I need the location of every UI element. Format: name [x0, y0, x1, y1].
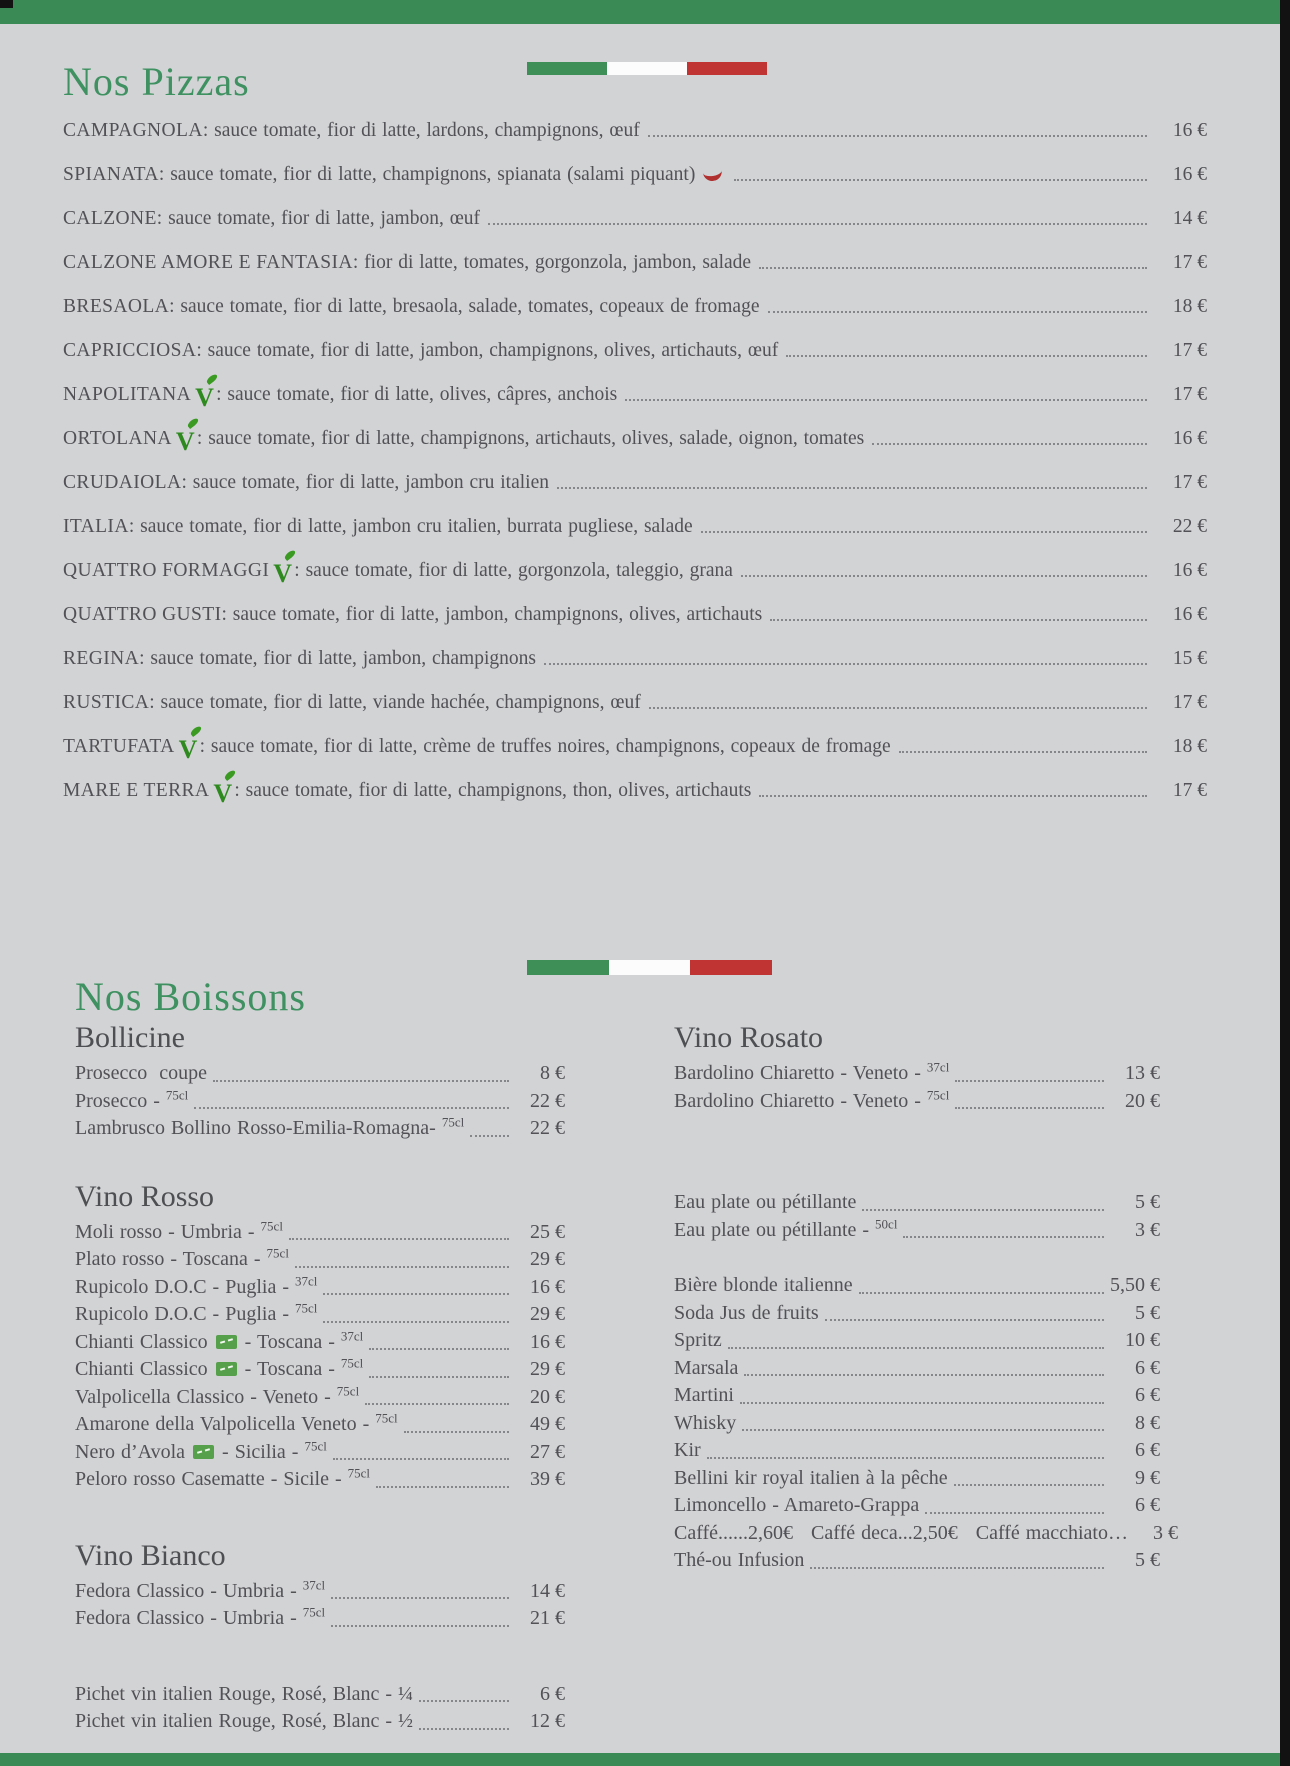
vegetarian-leaf-icon — [195, 382, 215, 412]
drink-label: Whisky — [674, 1411, 737, 1434]
drink-price: 8 € — [540, 1062, 565, 1084]
dotted-leader — [768, 311, 1148, 313]
drink-label: Prosecco - $^{75cl}$ — [75, 1086, 189, 1112]
size-superscript: 75cl — [302, 1604, 326, 1620]
drink-price: 49 € — [530, 1413, 565, 1435]
dotted-leader — [419, 1700, 509, 1702]
dotted-leader — [872, 443, 1147, 445]
pizza-name: CAMPAGNOLA — [63, 120, 203, 141]
drinks-column-left — [75, 1022, 565, 1736]
drink-row — [75, 1466, 565, 1494]
drink-price: 25 € — [530, 1220, 565, 1243]
dotted-leader — [742, 1429, 1104, 1431]
drink-label: Plato rosso - Toscana - $^{75cl}$ — [75, 1245, 289, 1270]
size-superscript: 37cl — [926, 1059, 950, 1075]
subsection-heading: Vino Rosso — [75, 1179, 215, 1213]
pizza-row — [63, 162, 1207, 188]
subsection-heading: Vino Bianco — [75, 1538, 226, 1572]
pizza-name: QUATTRO GUSTI — [63, 604, 222, 625]
pizzas-title: Nos Pizzas — [63, 59, 250, 104]
drink-price: 5,50 € — [1110, 1274, 1160, 1296]
drink-price: 3 € — [1135, 1218, 1160, 1241]
drink-label: Fedora Classico - Umbria - $^{75cl}$ — [75, 1604, 326, 1629]
drink-price: 6 € — [540, 1682, 565, 1705]
pizza-price: 22 € — [1172, 516, 1207, 537]
drink-row — [674, 1272, 1160, 1300]
dotted-leader — [728, 1347, 1104, 1349]
pizza-description: : sauce tomate, fior di latte, olives, câpres, anchois — [216, 384, 618, 405]
dotted-leader — [954, 1484, 1104, 1486]
dotted-leader — [925, 1512, 1104, 1514]
drink-price: 5 € — [1135, 1301, 1160, 1324]
drink-price: 6 € — [1135, 1384, 1160, 1406]
drink-label: Pichet vin italien Rouge, Rosé, Blanc - ½ — [75, 1710, 414, 1732]
drink-label: Lambrusco Bollino Rosso-Emilia-Romagna- $^{75cl}$ — [75, 1114, 465, 1139]
drink-row — [674, 1520, 1178, 1548]
drink-label: Bardolino Chiaretto - Veneto - $^{75cl}$ — [674, 1086, 950, 1112]
pizza-row — [63, 778, 1207, 808]
drink-price: 27 € — [530, 1440, 565, 1463]
organic-badge-icon — [216, 1362, 237, 1376]
drink-row — [75, 1384, 565, 1412]
dotted-leader — [759, 267, 1147, 269]
dotted-leader — [744, 1374, 1104, 1376]
size-superscript: 37cl — [302, 1576, 326, 1592]
drink-row — [674, 1060, 1160, 1088]
size-superscript: 75cl — [336, 1382, 360, 1398]
drinks-subsection-vino-rosso — [75, 1181, 565, 1494]
pizza-row — [63, 426, 1207, 456]
dotted-leader — [369, 1376, 509, 1378]
drink-label: Chianti Classico - Toscana - $^{37cl}$ — [75, 1327, 364, 1353]
pizza-name: CALZONE AMORE E FANTASIA — [63, 252, 353, 273]
drink-price: 5 € — [1135, 1191, 1160, 1213]
drink-row — [75, 1088, 565, 1116]
drink-price: 10 € — [1125, 1329, 1160, 1351]
pizza-row — [63, 206, 1207, 232]
vegetarian-leaf-icon — [273, 558, 293, 588]
pizza-price: 16 € — [1172, 164, 1207, 185]
vegetarian-v-glyph: V — [175, 427, 195, 456]
dotted-leader — [557, 487, 1147, 489]
size-superscript: 37cl — [295, 1272, 318, 1288]
drink-row — [674, 1410, 1160, 1438]
drink-price: 39 € — [530, 1468, 565, 1490]
italian-flag-divider — [527, 960, 772, 975]
pizza-row — [63, 470, 1207, 496]
drink-label: Thé-ou Infusion — [674, 1549, 805, 1571]
dotted-leader — [331, 1597, 509, 1599]
pizza-name: SPIANATA — [63, 164, 159, 185]
flag-red-segment — [690, 960, 772, 975]
vegetarian-v-glyph: V — [178, 735, 198, 764]
vegetarian-leaf-icon — [178, 734, 199, 764]
size-superscript: 75cl — [347, 1465, 371, 1481]
drink-label: Eau plate ou pétillante - $^{50cl}$ — [674, 1215, 898, 1241]
drinks-section — [0, 974, 1290, 1736]
drink-row — [75, 1115, 565, 1143]
drink-price: 22 € — [530, 1117, 565, 1139]
vegetarian-v-glyph: V — [195, 383, 214, 412]
vegetarian-leaf-icon — [175, 426, 196, 456]
pizza-name: NAPOLITANA — [63, 384, 192, 405]
drink-label: Prosecco coupe — [75, 1062, 207, 1084]
pizza-name: CRUDAIOLA — [63, 472, 182, 493]
pizza-price: 16 € — [1172, 604, 1207, 625]
vegetarian-v-glyph: V — [213, 779, 233, 808]
pizza-description: : sauce tomate, fior di latte, jambon, champignons, olives, artichauts, œuf — [196, 340, 779, 361]
dotted-leader — [488, 223, 1147, 225]
drink-price: 5 € — [1135, 1549, 1160, 1571]
drinks-subsection-autres — [674, 1272, 1178, 1575]
subsection-heading: Vino Rosato — [674, 1021, 824, 1054]
drink-row — [674, 1300, 1160, 1328]
drink-label: Bière blonde italienne — [674, 1274, 853, 1296]
drink-price: 20 € — [530, 1385, 565, 1408]
pizza-description: : sauce tomate, fior di latte, jambon, œuf — [156, 208, 481, 229]
dotted-leader — [470, 1135, 509, 1137]
pizza-description: : sauce tomate, fior di latte, jambon cru italien — [181, 472, 549, 493]
organic-badge-icon — [193, 1445, 214, 1459]
drink-price: 12 € — [530, 1710, 565, 1732]
dotted-leader — [419, 1728, 509, 1730]
drinks-subsection-eaux — [674, 1189, 1160, 1244]
pizza-name: CAPRICCIOSA — [63, 340, 197, 361]
dotted-leader — [759, 795, 1147, 797]
drink-price: 22 € — [530, 1089, 565, 1112]
drink-row — [75, 1329, 565, 1357]
drink-label: Moli rosso - Umbria - $^{75cl}$ — [75, 1217, 283, 1243]
pizza-row — [63, 690, 1207, 716]
drink-price: 6 € — [1135, 1356, 1160, 1379]
pizza-description: : fior di latte, tomates, gorgonzola, jambon, salade — [352, 252, 752, 273]
subsection-heading: Bollicine — [75, 1021, 185, 1054]
dotted-leader — [649, 707, 1147, 709]
pizza-price: 18 € — [1172, 296, 1207, 317]
drink-row — [75, 1578, 565, 1606]
drink-row — [75, 1246, 565, 1274]
pizzas-section — [0, 0, 1290, 808]
drink-row — [75, 1411, 565, 1439]
italian-flag-divider — [527, 62, 767, 75]
pizza-description: : sauce tomate, fior di latte, crème de truffes noires, champignons, copeaux de fromage — [199, 736, 891, 757]
size-superscript: 75cl — [260, 1217, 283, 1233]
dotted-leader — [810, 1567, 1104, 1569]
drink-row — [674, 1189, 1160, 1217]
flag-red-segment — [687, 62, 767, 75]
size-superscript: 75cl — [304, 1437, 327, 1453]
drinks-columns — [75, 1021, 1178, 1736]
drinks-subsection-vino-bianco — [75, 1540, 565, 1633]
drink-label: Pichet vin italien Rouge, Rosé, Blanc - ¼ — [75, 1682, 414, 1705]
pizza-row — [63, 558, 1207, 588]
drink-row — [75, 1274, 565, 1302]
pizza-row — [63, 382, 1207, 412]
dotted-leader — [707, 1457, 1104, 1459]
drink-label: Chianti Classico - Toscana - $^{75cl}$ — [75, 1355, 364, 1380]
pizza-name: MARE E TERRA — [63, 780, 210, 801]
drink-row — [674, 1492, 1160, 1520]
drink-label: Soda Jus de fruits — [674, 1301, 819, 1324]
dotted-leader — [365, 1403, 509, 1405]
pizza-description: : sauce tomate, fior di latte, jambon, champignons — [139, 648, 536, 669]
pizza-description: : sauce tomate, fior di latte, gorgonzola, taleggio, grana — [294, 560, 733, 581]
drink-row — [75, 1439, 565, 1467]
dotted-leader — [741, 575, 1147, 577]
drinks-column-right — [674, 1021, 1178, 1736]
drink-row — [75, 1356, 565, 1384]
pizza-price: 16 € — [1172, 428, 1207, 449]
pizza-price: 15 € — [1172, 648, 1207, 669]
top-left-black-corner — [0, 0, 13, 8]
drink-label: Caffé......2,60€ Caffé deca...2,50€ Caffé macchiato… — [674, 1521, 1128, 1544]
drinks-title: Nos Boissons — [75, 974, 306, 1019]
pizza-description: : sauce tomate, fior di latte, champignons, artichauts, olives, salade, oignon, tomates — [196, 428, 865, 449]
drink-row — [674, 1547, 1160, 1575]
pizza-description: : sauce tomate, fior di latte, champignons, thon, olives, artichauts — [234, 780, 752, 801]
dotted-leader — [213, 1080, 509, 1082]
top-green-bar — [0, 0, 1290, 24]
drink-label: Martini — [674, 1384, 734, 1406]
vegetarian-v-glyph: V — [273, 559, 293, 588]
dotted-leader — [295, 1266, 509, 1268]
drink-price: 21 € — [530, 1607, 565, 1629]
dotted-leader — [770, 619, 1147, 621]
drink-price: 29 € — [530, 1358, 565, 1380]
pizza-description: : sauce tomate, fior di latte, bresaola, salade, tomates, copeaux de fromage — [169, 296, 760, 317]
drinks-subsection-pichets — [75, 1681, 565, 1736]
pizza-row — [63, 646, 1207, 672]
pizza-price: 16 € — [1172, 120, 1207, 141]
pizza-description: : sauce tomate, fior di latte, champignons, spianata (salami piquant) — [158, 164, 696, 185]
pizza-row — [63, 514, 1207, 540]
pizza-price: 17 € — [1172, 252, 1207, 273]
pizza-row — [63, 602, 1207, 628]
drink-row — [674, 1382, 1160, 1410]
pizza-description: : sauce tomate, fior di latte, lardons, champignons, œuf — [202, 120, 640, 141]
drink-row — [674, 1437, 1160, 1465]
dotted-leader — [955, 1107, 1104, 1109]
pizza-name: QUATTRO FORMAGGI — [63, 560, 270, 581]
drink-price: 13 € — [1125, 1062, 1160, 1084]
drink-price: 8 € — [1135, 1411, 1160, 1434]
drink-price: 14 € — [530, 1579, 565, 1602]
dotted-leader — [786, 355, 1147, 357]
right-black-edge — [1280, 0, 1290, 1766]
pizza-row — [63, 338, 1207, 364]
drink-row — [674, 1327, 1160, 1355]
vegetarian-leaf-icon — [213, 778, 233, 808]
size-superscript: 75cl — [295, 1300, 318, 1316]
drink-price: 29 € — [530, 1303, 565, 1325]
flag-white-segment — [609, 960, 691, 975]
drink-label: Limoncello - Amareto-Grappa — [674, 1494, 920, 1516]
dotted-leader — [862, 1209, 1104, 1211]
pizza-description: : sauce tomate, fior di latte, jambon, champignons, olives, artichauts — [221, 604, 763, 625]
dotted-leader — [323, 1321, 509, 1323]
drink-label: Fedora Classico - Umbria - $^{37cl}$ — [75, 1576, 326, 1602]
pizza-name: REGINA — [63, 648, 140, 669]
pizza-row — [63, 118, 1207, 144]
pizza-price: 16 € — [1172, 560, 1207, 581]
pizza-name: RUSTICA — [63, 692, 150, 713]
pizza-description: : sauce tomate, fior di latte, jambon cru italien, burrata pugliese, salade — [128, 516, 693, 537]
dotted-leader — [194, 1107, 509, 1109]
pizza-row — [63, 250, 1207, 276]
dotted-leader — [648, 135, 1147, 137]
size-superscript: 75cl — [441, 1114, 465, 1130]
drink-row — [674, 1465, 1160, 1493]
flag-green-segment — [527, 960, 609, 975]
drink-price: 29 € — [530, 1248, 565, 1270]
drink-label: Kir — [674, 1439, 701, 1461]
dotted-leader — [903, 1236, 1104, 1238]
dotted-leader — [376, 1486, 509, 1488]
drinks-subsection-vino-rosato — [674, 1022, 1160, 1115]
drink-price: 3 € — [1152, 1521, 1178, 1544]
pizza-price: 17 € — [1172, 384, 1207, 405]
drink-label: Rupicolo D.O.C - Puglia - $^{37cl}$ — [75, 1272, 318, 1298]
size-superscript: 75cl — [165, 1086, 189, 1102]
size-superscript: 37cl — [340, 1327, 364, 1343]
dotted-leader — [859, 1292, 1104, 1294]
flag-green-segment — [527, 62, 607, 75]
bottom-green-bar — [0, 1753, 1290, 1766]
drink-label: Nero d’Avola - Sicilia - $^{75cl}$ — [75, 1437, 327, 1463]
size-superscript: 75cl — [266, 1245, 289, 1261]
drink-label: Bellini kir royal italien à la pêche — [674, 1466, 948, 1489]
drink-row — [75, 1605, 565, 1633]
drink-row — [75, 1681, 565, 1709]
drink-price: 16 € — [530, 1275, 565, 1298]
drink-price: 16 € — [530, 1330, 565, 1353]
size-superscript: 50cl — [875, 1215, 898, 1231]
pizza-price: 17 € — [1172, 692, 1207, 713]
drink-label: Rupicolo D.O.C - Puglia - $^{75cl}$ — [75, 1300, 318, 1325]
pizza-row — [63, 734, 1207, 764]
dotted-leader — [289, 1238, 509, 1240]
drink-row — [674, 1355, 1160, 1383]
dotted-leader — [333, 1458, 509, 1460]
dotted-leader — [404, 1431, 509, 1433]
pizza-name: TARTUFATA — [63, 736, 175, 757]
dotted-leader — [740, 1402, 1104, 1404]
drink-price: 6 € — [1135, 1494, 1160, 1516]
dotted-leader — [625, 399, 1147, 401]
drink-price: 9 € — [1135, 1466, 1160, 1489]
pizza-name: CALZONE — [63, 208, 157, 229]
drink-price: 20 € — [1125, 1089, 1160, 1112]
drink-row — [75, 1060, 565, 1088]
pizza-name: BRESAOLA — [63, 296, 170, 317]
flag-white-segment — [607, 62, 687, 75]
drink-label: Bardolino Chiaretto - Veneto - $^{37cl}$ — [674, 1059, 950, 1084]
pizza-name: ORTOLANA — [63, 428, 172, 449]
drink-label: Marsala — [674, 1356, 739, 1379]
dotted-leader — [825, 1319, 1104, 1321]
drink-label: Eau plate ou pétillante — [674, 1191, 857, 1213]
drink-row — [75, 1708, 565, 1736]
drink-label: Peloro rosso Casematte - Sicile - $^{75cl}$ — [75, 1465, 371, 1490]
dotted-leader — [331, 1625, 509, 1627]
pizza-price: 14 € — [1172, 208, 1207, 229]
drink-row — [75, 1219, 565, 1247]
organic-badge-icon — [216, 1335, 237, 1349]
pizza-price: 17 € — [1172, 780, 1207, 801]
drink-row — [75, 1301, 565, 1329]
dotted-leader — [323, 1293, 509, 1295]
dotted-leader — [955, 1080, 1104, 1082]
chili-icon — [702, 164, 723, 182]
size-superscript: 75cl — [340, 1355, 364, 1371]
drink-label: Spritz — [674, 1329, 722, 1351]
pizza-row — [63, 294, 1207, 320]
drink-price: 6 € — [1135, 1439, 1160, 1461]
pizza-price: 18 € — [1172, 736, 1207, 757]
pizza-list — [63, 118, 1207, 808]
pizza-price: 17 € — [1172, 472, 1207, 493]
pizza-description: : sauce tomate, fior di latte, viande hachée, champignons, œuf — [149, 692, 641, 713]
drinks-subsection-bollicine — [75, 1022, 565, 1143]
pizza-price: 17 € — [1172, 340, 1207, 361]
drink-row — [674, 1088, 1160, 1116]
drink-row — [674, 1217, 1160, 1245]
dotted-leader — [701, 531, 1147, 533]
drink-label: Valpolicella Classico - Veneto - $^{75cl}$ — [75, 1382, 360, 1408]
size-superscript: 75cl — [375, 1410, 398, 1426]
dotted-leader — [734, 179, 1147, 181]
pizza-name: ITALIA — [63, 516, 129, 537]
dotted-leader — [899, 751, 1147, 753]
drink-label: Amarone della Valpolicella Veneto - $^{75cl}$ — [75, 1410, 398, 1435]
dotted-leader — [369, 1348, 509, 1350]
size-superscript: 75cl — [926, 1086, 950, 1102]
dotted-leader — [544, 663, 1147, 665]
